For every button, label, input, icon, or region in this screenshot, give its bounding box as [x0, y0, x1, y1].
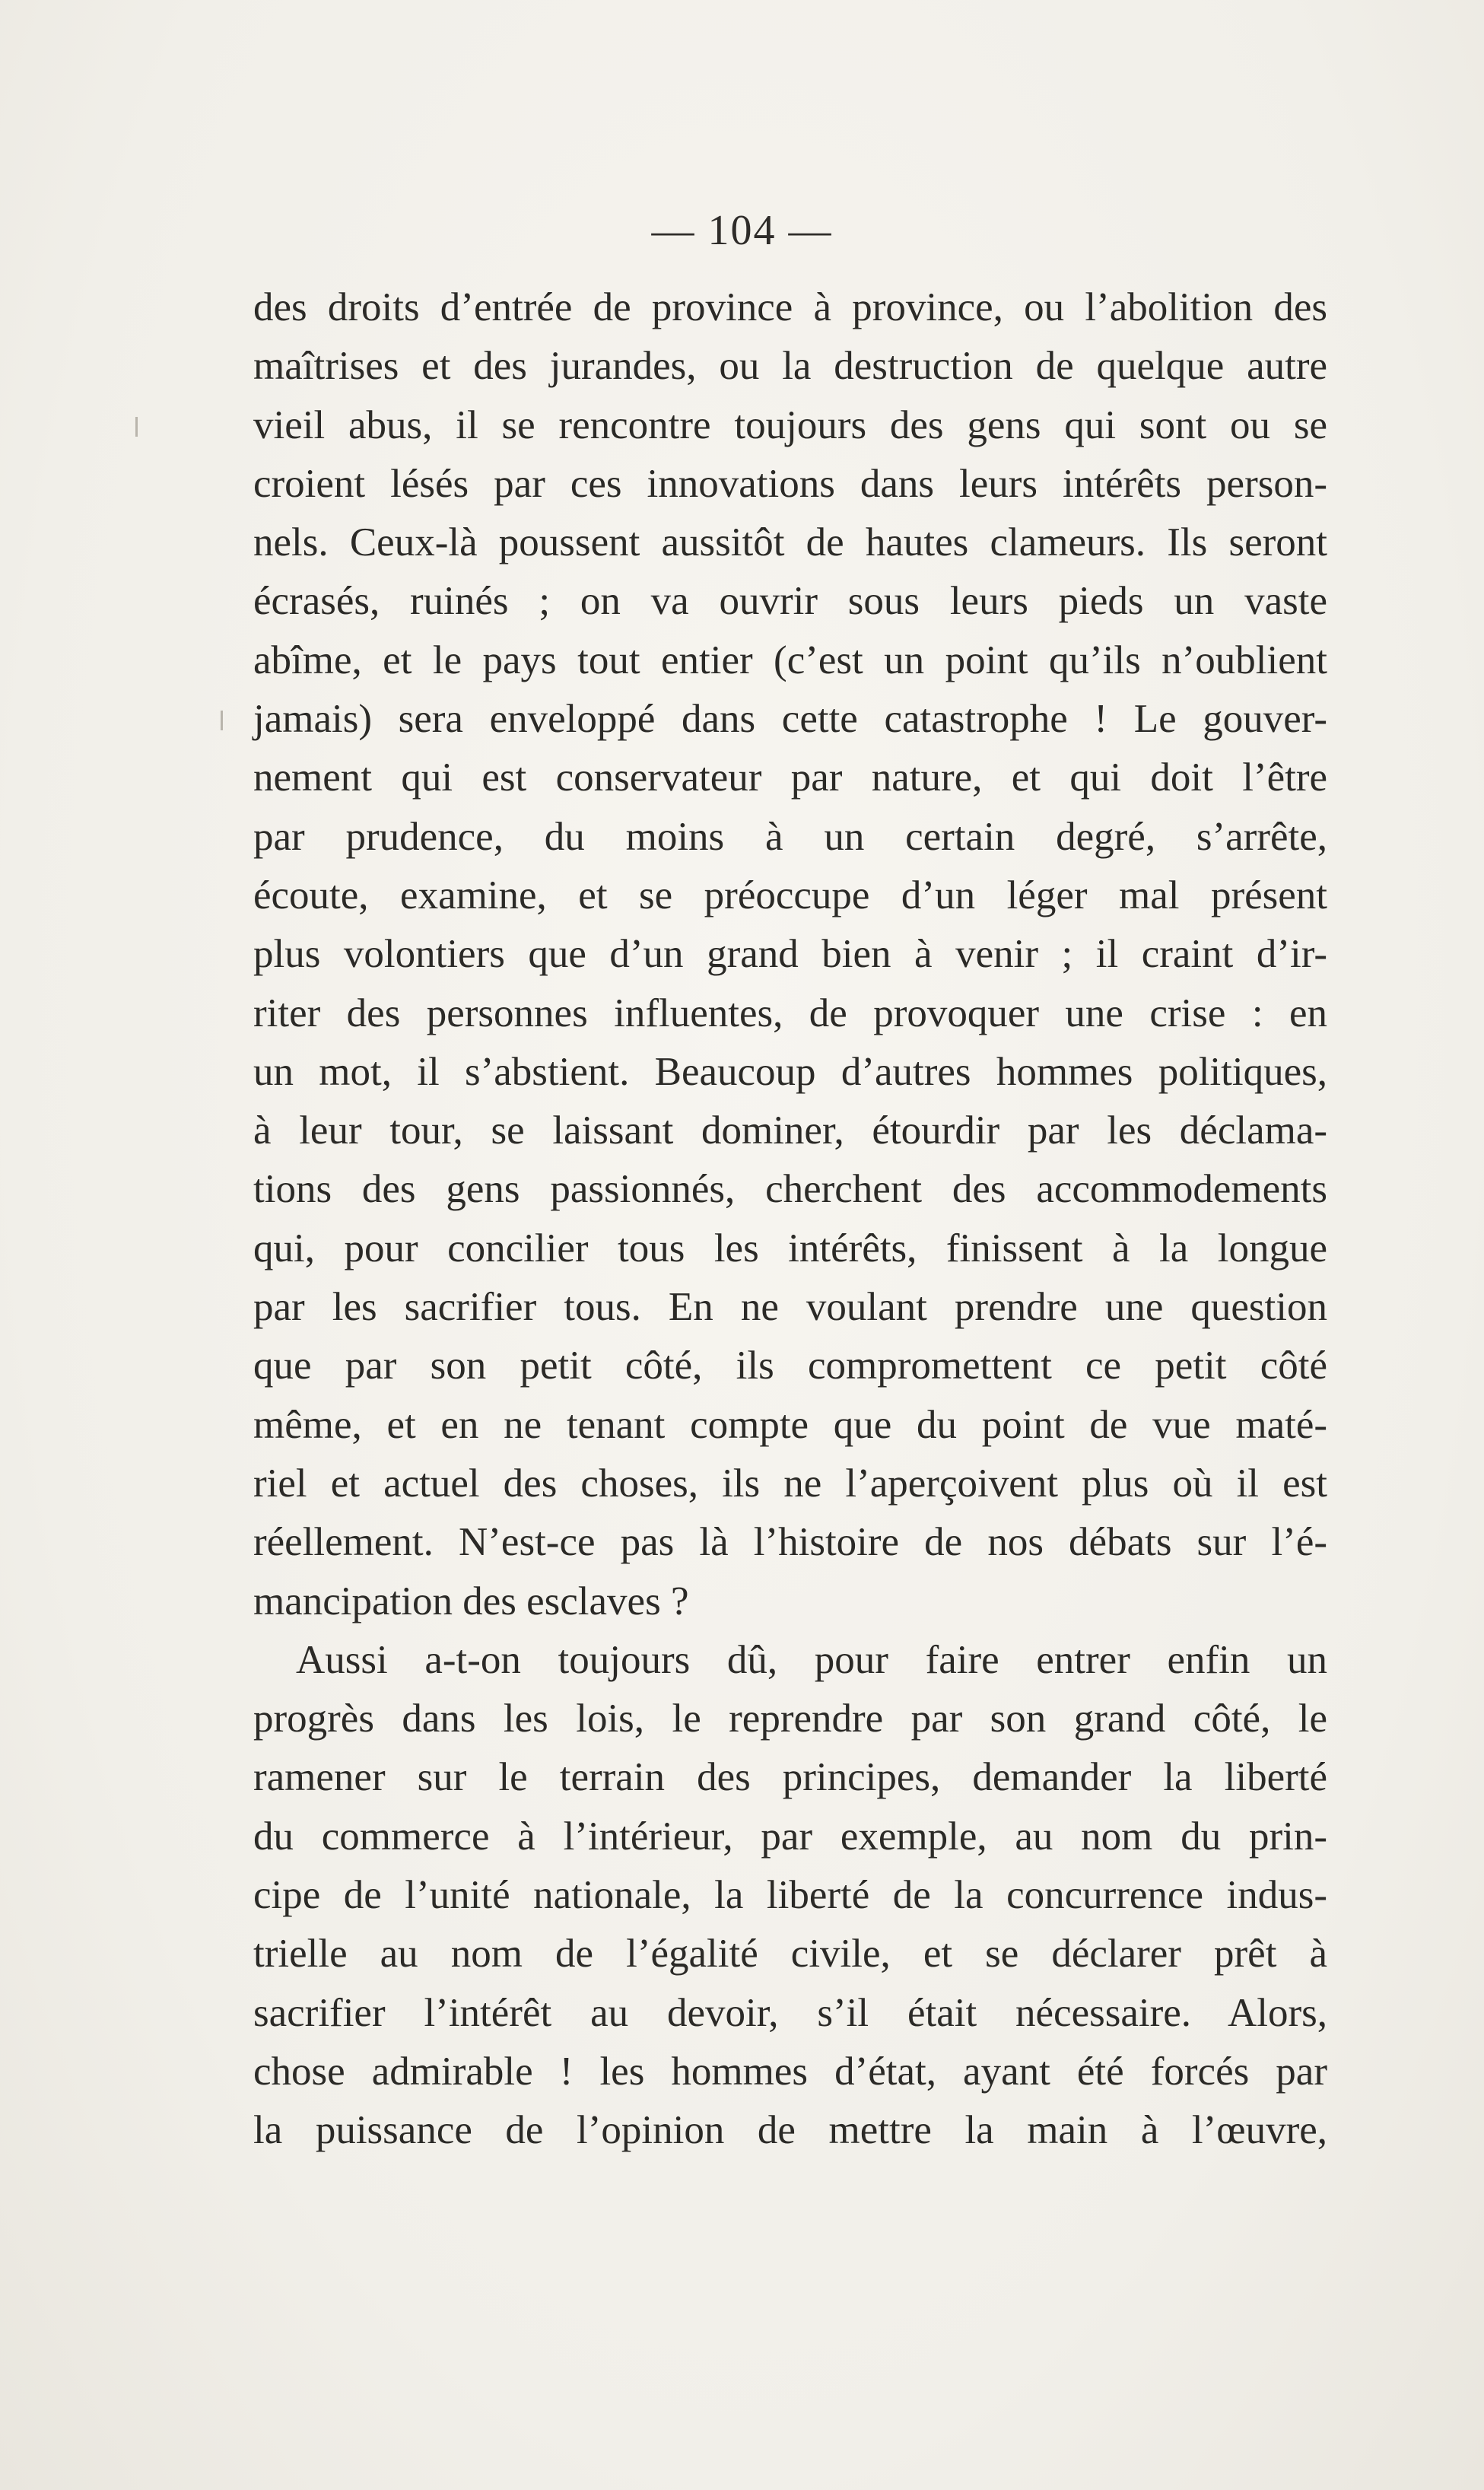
text-line: maîtrises et des jurandes, ou la destruction de quelque autre [253, 344, 1327, 389]
text-line: plus volontiers que d’un grand bien à venir ; il craint d’ir- [253, 932, 1327, 977]
text-line: Aussi a-t-on toujours dû, pour faire entrer enfin un [296, 1637, 1327, 1682]
text-line: progrès dans les lois, le reprendre par son grand côté, le [253, 1697, 1327, 1741]
text-line: chose admirable ! les hommes d’état, ayant été forcés par [253, 2049, 1327, 2094]
page-number: — 104 — [651, 207, 833, 254]
margin-mark [221, 711, 223, 730]
text-line: par prudence, du moins à un certain degré, s’arrête, [253, 814, 1327, 859]
text-line: mancipation des esclaves ? [253, 1579, 689, 1623]
text-line: réellement. N’est-ce pas là l’histoire de nos débats sur l’é- [253, 1520, 1327, 1565]
text-line: à leur tour, se laissant dominer, étourdir par les déclama- [253, 1108, 1327, 1153]
text-line: vieil abus, il se rencontre toujours des gens qui sont ou se [253, 402, 1327, 447]
text-line: qui, pour concilier tous les intérêts, finissent à la longue [253, 1226, 1327, 1270]
text-line: cipe de l’unité nationale, la liberté de la concurrence indus- [253, 1873, 1327, 1918]
text-line: la puissance de l’opinion de mettre la main à l’œuvre, [253, 2108, 1327, 2153]
margin-mark [135, 417, 138, 437]
body-text [253, 278, 1327, 2161]
text-line: abîme, et le pays tout entier (c’est un point qu’ils n’oublient [253, 638, 1327, 682]
paragraph-2 [253, 1631, 1327, 2161]
text-line: que par son petit côté, ils compromettent ce petit côté [253, 1344, 1327, 1388]
text-line: riter des personnes influentes, de provoquer une crise : en [253, 991, 1327, 1035]
paragraph-1 [253, 278, 1327, 1631]
text-line: jamais) sera enveloppé dans cette catastrophe ! Le gouver- [253, 697, 1327, 742]
text-line: croient lésés par ces innovations dans leurs intérêts person- [253, 461, 1327, 506]
text-line: du commerce à l’intérieur, par exemple, au nom du prin- [253, 1814, 1327, 1859]
text-line: écoute, examine, et se préoccupe d’un léger mal présent [253, 873, 1327, 917]
text-line: par les sacrifier tous. En ne voulant prendre une question [253, 1285, 1327, 1330]
text-line: un mot, il s’abstient. Beaucoup d’autres hommes politiques, [253, 1049, 1327, 1094]
text-line: tions des gens passionnés, cherchent des accommodements [253, 1167, 1327, 1212]
text-line: nels. Ceux-là poussent aussitôt de hautes clameurs. Ils seront [253, 520, 1327, 565]
text-line: des droits d’entrée de province à province, ou l’abolition des [253, 285, 1327, 329]
text-line: riel et actuel des choses, ils ne l’aperçoivent plus où il est [253, 1461, 1327, 1506]
text-line: sacrifier l’intérêt au devoir, s’il était nécessaire. Alors, [253, 1990, 1327, 2035]
text-line: même, et en ne tenant compte que du point de vue maté- [253, 1402, 1327, 1447]
text-line: trielle au nom de l’égalité civile, et se déclarer prêt à [253, 1932, 1327, 1976]
text-line: ramener sur le terrain des principes, demander la liberté [253, 1755, 1327, 1800]
text-line: écrasés, ruinés ; on va ouvrir sous leurs pieds un vaste [253, 579, 1327, 624]
text-line: nement qui est conservateur par nature, et qui doit l’être [253, 755, 1327, 800]
